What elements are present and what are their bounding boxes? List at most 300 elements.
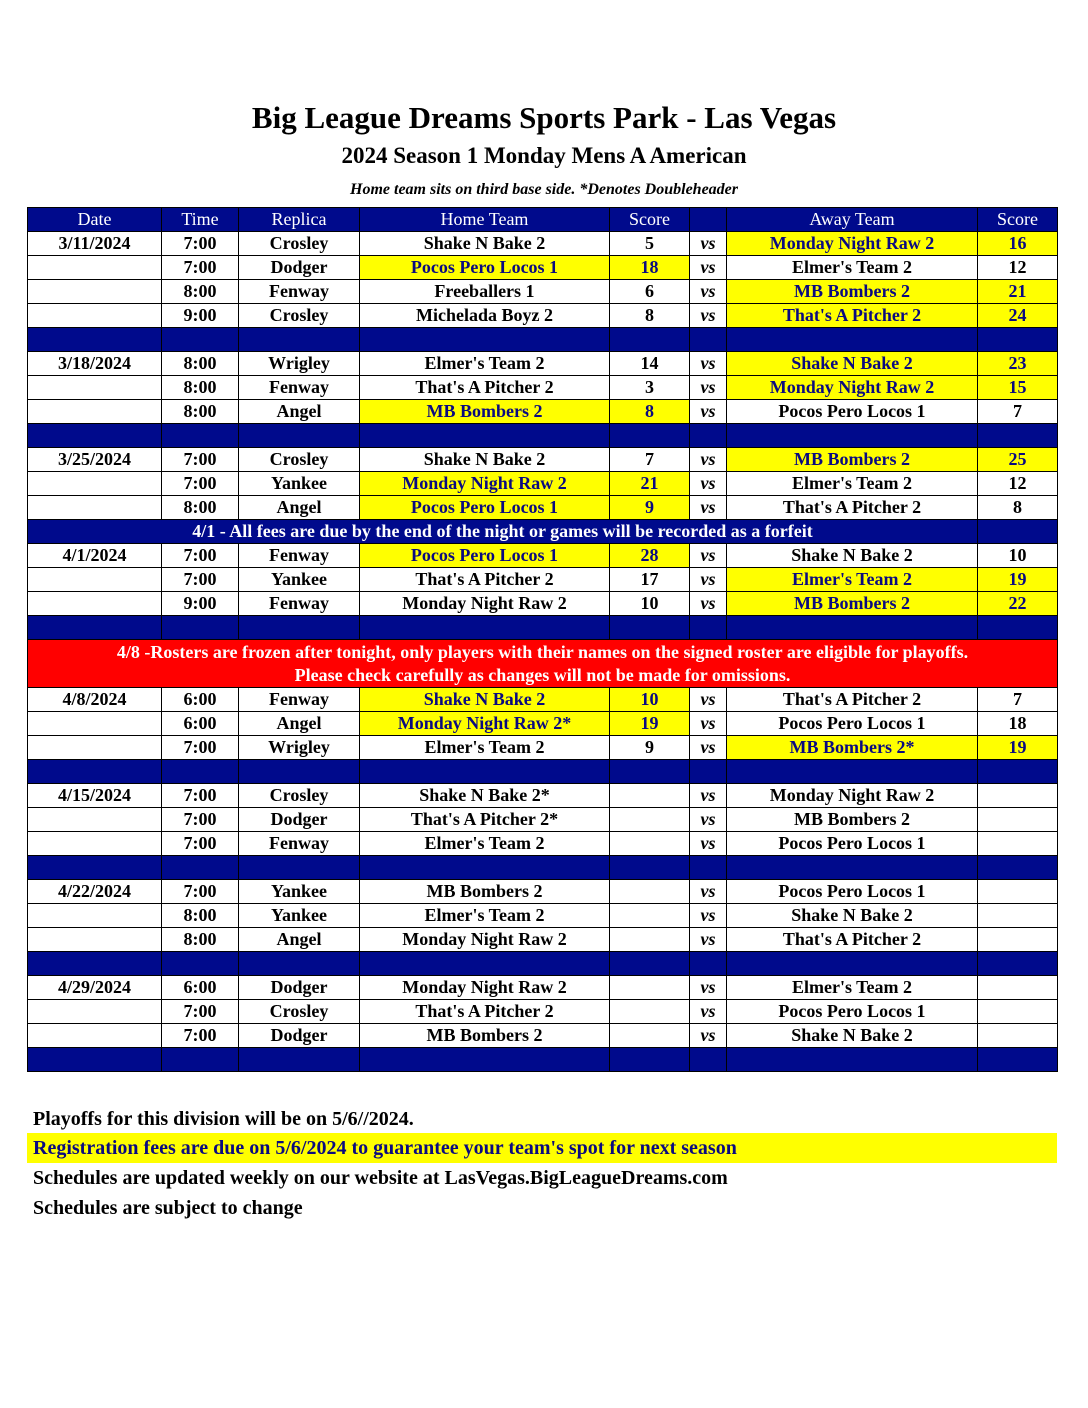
- home-score: 19: [610, 712, 690, 736]
- separator-cell: [239, 424, 360, 448]
- separator-row: [28, 328, 1058, 352]
- table-row: [28, 280, 1058, 304]
- game-date: 4/8/2024: [28, 688, 162, 712]
- away-team: Elmer's Team 2: [727, 976, 978, 1000]
- home-score: [610, 784, 690, 808]
- separator-row: [28, 760, 1058, 784]
- home-score: 14: [610, 352, 690, 376]
- game-time: 8:00: [162, 400, 239, 424]
- separator-cell: [239, 856, 360, 880]
- home-team: Monday Night Raw 2: [360, 928, 610, 952]
- home-score: 10: [610, 592, 690, 616]
- vs-label: vs: [690, 928, 727, 952]
- table-row: [28, 376, 1058, 400]
- separator-cell: [610, 856, 690, 880]
- table-row: [28, 736, 1058, 760]
- home-score: 5: [610, 232, 690, 256]
- vs-label: vs: [690, 304, 727, 328]
- separator-cell: [978, 1048, 1058, 1072]
- vs-label: vs: [690, 496, 727, 520]
- game-field: Dodger: [239, 256, 360, 280]
- roster-alert-line-1: 4/8 -Rosters are frozen after tonight, only players with their names on the signed roster are eligible for playoffs.: [116, 641, 969, 662]
- vs-label: vs: [690, 352, 727, 376]
- col-away-score: Score: [978, 208, 1058, 232]
- separator-cell: [690, 952, 727, 976]
- col-date: Date: [28, 208, 162, 232]
- page-subtitle: 2024 Season 1 Monday Mens A American: [341, 143, 747, 168]
- game-field: Yankee: [239, 472, 360, 496]
- home-score: [610, 832, 690, 856]
- away-score: [978, 784, 1058, 808]
- col-home-score: Score: [610, 208, 690, 232]
- away-score: 8: [978, 496, 1058, 520]
- table-row: [28, 712, 1058, 736]
- away-score: 22: [978, 592, 1058, 616]
- col-away-team: Away Team: [727, 208, 978, 232]
- col-time: Time: [162, 208, 239, 232]
- game-field: Fenway: [239, 376, 360, 400]
- separator-cell: [978, 424, 1058, 448]
- game-field: Fenway: [239, 688, 360, 712]
- table-row: [28, 352, 1058, 376]
- game-field: Crosley: [239, 304, 360, 328]
- game-date: [28, 904, 162, 928]
- separator-cell: [28, 1048, 162, 1072]
- table-row: [28, 904, 1058, 928]
- vs-label: vs: [690, 232, 727, 256]
- game-time: 7:00: [162, 1000, 239, 1024]
- away-score: [978, 808, 1058, 832]
- table-row: [28, 472, 1058, 496]
- home-team: Monday Night Raw 2: [360, 472, 610, 496]
- home-team: Monday Night Raw 2: [360, 592, 610, 616]
- table-row: [28, 1024, 1058, 1048]
- game-date: [28, 928, 162, 952]
- separator-cell: [28, 616, 162, 640]
- separator-cell: [690, 856, 727, 880]
- table-row: [28, 976, 1058, 1000]
- game-time: 8:00: [162, 280, 239, 304]
- playoffs-note: Playoffs for this division will be on 5/6//2024.: [33, 1108, 414, 1130]
- game-time: 7:00: [162, 1024, 239, 1048]
- separator-cell: [162, 856, 239, 880]
- home-score: 18: [610, 256, 690, 280]
- game-field: Angel: [239, 496, 360, 520]
- game-field: Fenway: [239, 544, 360, 568]
- separator-cell: [978, 760, 1058, 784]
- separator-cell: [360, 760, 610, 784]
- game-field: Yankee: [239, 904, 360, 928]
- game-field: Dodger: [239, 1024, 360, 1048]
- separator-cell: [360, 1048, 610, 1072]
- game-date: [28, 400, 162, 424]
- home-score: 17: [610, 568, 690, 592]
- separator-cell: [239, 952, 360, 976]
- separator-cell: [28, 856, 162, 880]
- separator-cell: [28, 424, 162, 448]
- game-date: 3/18/2024: [28, 352, 162, 376]
- separator-cell: [162, 616, 239, 640]
- away-team: Pocos Pero Locos 1: [727, 832, 978, 856]
- table-row: [28, 304, 1058, 328]
- separator-cell: [978, 856, 1058, 880]
- away-team: Shake N Bake 2: [727, 904, 978, 928]
- game-time: 8:00: [162, 904, 239, 928]
- vs-label: vs: [690, 784, 727, 808]
- separator-cell: [727, 952, 978, 976]
- home-team: MB Bombers 2: [360, 400, 610, 424]
- game-date: 4/29/2024: [28, 976, 162, 1000]
- home-score: 21: [610, 472, 690, 496]
- game-time: 7:00: [162, 472, 239, 496]
- vs-label: vs: [690, 1000, 727, 1024]
- game-time: 7:00: [162, 568, 239, 592]
- away-team: Shake N Bake 2: [727, 352, 978, 376]
- vs-label: vs: [690, 736, 727, 760]
- home-team: Elmer's Team 2: [360, 352, 610, 376]
- vs-label: vs: [690, 376, 727, 400]
- game-time: 7:00: [162, 808, 239, 832]
- away-score: 21: [978, 280, 1058, 304]
- home-team: Pocos Pero Locos 1: [360, 256, 610, 280]
- home-team: Monday Night Raw 2*: [360, 712, 610, 736]
- game-field: Crosley: [239, 1000, 360, 1024]
- vs-label: vs: [690, 592, 727, 616]
- home-score: [610, 928, 690, 952]
- game-time: 7:00: [162, 448, 239, 472]
- vs-label: vs: [690, 256, 727, 280]
- home-team: Elmer's Team 2: [360, 736, 610, 760]
- separator-cell: [727, 616, 978, 640]
- away-team: Pocos Pero Locos 1: [727, 1000, 978, 1024]
- schedule-body: [28, 232, 1058, 1072]
- game-time: 7:00: [162, 736, 239, 760]
- notice-spacer: [978, 520, 1058, 544]
- home-team: Pocos Pero Locos 1: [360, 496, 610, 520]
- home-score: 6: [610, 280, 690, 304]
- table-header-row: [28, 208, 1058, 232]
- table-row: [28, 568, 1058, 592]
- subject-to-change-note: Schedules are subject to change: [33, 1197, 303, 1219]
- roster-alert-line-2: Please check carefully as changes will not be made for omissions.: [294, 664, 791, 685]
- game-time: 7:00: [162, 880, 239, 904]
- game-field: Yankee: [239, 568, 360, 592]
- away-score: 10: [978, 544, 1058, 568]
- vs-label: vs: [690, 904, 727, 928]
- away-score: 19: [978, 736, 1058, 760]
- separator-cell: [360, 856, 610, 880]
- away-score: [978, 904, 1058, 928]
- game-field: Crosley: [239, 448, 360, 472]
- page-title: Big League Dreams Sports Park - Las Vegas: [251, 100, 837, 135]
- game-field: Crosley: [239, 784, 360, 808]
- game-date: [28, 712, 162, 736]
- game-time: 7:00: [162, 232, 239, 256]
- game-date: [28, 256, 162, 280]
- game-field: Angel: [239, 928, 360, 952]
- home-score: 8: [610, 304, 690, 328]
- home-score: [610, 976, 690, 1000]
- game-time: 9:00: [162, 592, 239, 616]
- col-vs: [690, 208, 727, 232]
- game-time: 8:00: [162, 928, 239, 952]
- away-team: Shake N Bake 2: [727, 544, 978, 568]
- table-row: [28, 880, 1058, 904]
- separator-cell: [162, 424, 239, 448]
- vs-label: vs: [690, 1024, 727, 1048]
- away-score: [978, 976, 1058, 1000]
- home-score: [610, 880, 690, 904]
- separator-cell: [162, 952, 239, 976]
- game-date: 4/22/2024: [28, 880, 162, 904]
- game-field: Fenway: [239, 592, 360, 616]
- separator-cell: [978, 328, 1058, 352]
- vs-label: vs: [690, 448, 727, 472]
- home-team: Shake N Bake 2*: [360, 784, 610, 808]
- game-date: [28, 1024, 162, 1048]
- home-team: Shake N Bake 2: [360, 688, 610, 712]
- game-date: 3/25/2024: [28, 448, 162, 472]
- away-team: That's A Pitcher 2: [727, 496, 978, 520]
- doubleheader-note: Home team sits on third base side. *Denotes Doubleheader: [350, 181, 738, 198]
- home-team: Monday Night Raw 2: [360, 976, 610, 1000]
- separator-cell: [978, 952, 1058, 976]
- separator-cell: [162, 1048, 239, 1072]
- table-row: [28, 808, 1058, 832]
- separator-cell: [690, 760, 727, 784]
- home-team: That's A Pitcher 2*: [360, 808, 610, 832]
- separator-cell: [690, 616, 727, 640]
- vs-label: vs: [690, 832, 727, 856]
- separator-row: [28, 424, 1058, 448]
- notice-row: [28, 520, 1058, 544]
- table-row: [28, 256, 1058, 280]
- game-date: [28, 280, 162, 304]
- separator-cell: [162, 328, 239, 352]
- table-row: [28, 232, 1058, 256]
- table-row: [28, 496, 1058, 520]
- table-row: [28, 832, 1058, 856]
- away-score: 24: [978, 304, 1058, 328]
- home-score: 9: [610, 736, 690, 760]
- game-date: 4/1/2024: [28, 544, 162, 568]
- away-team: Monday Night Raw 2: [727, 784, 978, 808]
- away-score: 16: [978, 232, 1058, 256]
- game-date: 3/11/2024: [28, 232, 162, 256]
- away-team: Shake N Bake 2: [727, 1024, 978, 1048]
- separator-row: [28, 952, 1058, 976]
- table-row: [28, 400, 1058, 424]
- separator-cell: [690, 424, 727, 448]
- away-score: [978, 1024, 1058, 1048]
- home-team: MB Bombers 2: [360, 1024, 610, 1048]
- table-row: [28, 544, 1058, 568]
- game-time: 6:00: [162, 712, 239, 736]
- vs-label: vs: [690, 280, 727, 304]
- vs-label: vs: [690, 976, 727, 1000]
- separator-cell: [28, 328, 162, 352]
- away-score: 7: [978, 688, 1058, 712]
- away-team: That's A Pitcher 2: [727, 688, 978, 712]
- separator-cell: [610, 952, 690, 976]
- away-team: Elmer's Team 2: [727, 568, 978, 592]
- away-team: Monday Night Raw 2: [727, 232, 978, 256]
- separator-cell: [360, 424, 610, 448]
- separator-row: [28, 616, 1058, 640]
- game-field: Fenway: [239, 280, 360, 304]
- vs-label: vs: [690, 880, 727, 904]
- home-score: 8: [610, 400, 690, 424]
- game-field: Dodger: [239, 808, 360, 832]
- away-team: Monday Night Raw 2: [727, 376, 978, 400]
- game-date: [28, 472, 162, 496]
- game-date: [28, 736, 162, 760]
- vs-label: vs: [690, 544, 727, 568]
- home-score: 10: [610, 688, 690, 712]
- home-score: [610, 904, 690, 928]
- game-field: Crosley: [239, 232, 360, 256]
- separator-cell: [28, 952, 162, 976]
- game-date: [28, 568, 162, 592]
- separator-cell: [610, 424, 690, 448]
- game-time: 7:00: [162, 256, 239, 280]
- home-score: 3: [610, 376, 690, 400]
- away-team: MB Bombers 2: [727, 448, 978, 472]
- separator-cell: [610, 1048, 690, 1072]
- separator-cell: [690, 1048, 727, 1072]
- separator-cell: [162, 760, 239, 784]
- game-time: 7:00: [162, 784, 239, 808]
- away-team: Pocos Pero Locos 1: [727, 400, 978, 424]
- away-team: That's A Pitcher 2: [727, 928, 978, 952]
- separator-cell: [727, 1048, 978, 1072]
- home-team: Freeballers 1: [360, 280, 610, 304]
- separator-cell: [239, 1048, 360, 1072]
- separator-cell: [727, 328, 978, 352]
- away-score: 12: [978, 472, 1058, 496]
- roster-alert-row: [28, 640, 1058, 688]
- website-note: Schedules are updated weekly on our website at LasVegas.BigLeagueDreams.com: [33, 1167, 728, 1189]
- away-score: 23: [978, 352, 1058, 376]
- separator-cell: [978, 616, 1058, 640]
- away-score: 7: [978, 400, 1058, 424]
- vs-label: vs: [690, 688, 727, 712]
- game-date: [28, 1000, 162, 1024]
- home-team: Michelada Boyz 2: [360, 304, 610, 328]
- game-date: 4/15/2024: [28, 784, 162, 808]
- game-field: Wrigley: [239, 352, 360, 376]
- away-team: MB Bombers 2: [727, 280, 978, 304]
- separator-cell: [28, 760, 162, 784]
- home-team: Shake N Bake 2: [360, 448, 610, 472]
- game-field: Dodger: [239, 976, 360, 1000]
- home-score: 28: [610, 544, 690, 568]
- home-score: [610, 808, 690, 832]
- home-team: Elmer's Team 2: [360, 832, 610, 856]
- home-team: That's A Pitcher 2: [360, 1000, 610, 1024]
- away-score: 12: [978, 256, 1058, 280]
- game-field: Fenway: [239, 832, 360, 856]
- home-team: MB Bombers 2: [360, 880, 610, 904]
- table-row: [28, 592, 1058, 616]
- table-row: [28, 784, 1058, 808]
- separator-cell: [360, 328, 610, 352]
- game-time: 8:00: [162, 496, 239, 520]
- away-team: Elmer's Team 2: [727, 472, 978, 496]
- vs-label: vs: [690, 808, 727, 832]
- registration-note: Registration fees are due on 5/6/2024 to guarantee your team's spot for next season: [27, 1133, 1057, 1163]
- table-row: [28, 448, 1058, 472]
- schedule-table: [27, 207, 1058, 1072]
- game-time: 6:00: [162, 688, 239, 712]
- game-field: Angel: [239, 712, 360, 736]
- game-time: 7:00: [162, 832, 239, 856]
- away-score: [978, 1000, 1058, 1024]
- away-team: MB Bombers 2: [727, 592, 978, 616]
- game-field: Angel: [239, 400, 360, 424]
- away-team: MB Bombers 2: [727, 808, 978, 832]
- table-row: [28, 1000, 1058, 1024]
- separator-cell: [239, 616, 360, 640]
- col-replica: Replica: [239, 208, 360, 232]
- roster-alert: [28, 640, 1058, 688]
- away-score: 18: [978, 712, 1058, 736]
- home-team: That's A Pitcher 2: [360, 376, 610, 400]
- separator-cell: [610, 328, 690, 352]
- notice-text: 4/1 - All fees are due by the end of the night or games will be recorded as a forfeit: [28, 520, 978, 544]
- away-team: That's A Pitcher 2: [727, 304, 978, 328]
- separator-cell: [610, 616, 690, 640]
- separator-cell: [360, 616, 610, 640]
- home-score: 9: [610, 496, 690, 520]
- game-date: [28, 592, 162, 616]
- game-time: 6:00: [162, 976, 239, 1000]
- away-team: MB Bombers 2*: [727, 736, 978, 760]
- home-score: [610, 1024, 690, 1048]
- col-home-team: Home Team: [360, 208, 610, 232]
- separator-row: [28, 856, 1058, 880]
- separator-cell: [239, 328, 360, 352]
- game-date: [28, 304, 162, 328]
- separator-cell: [610, 760, 690, 784]
- separator-cell: [727, 760, 978, 784]
- game-field: Yankee: [239, 880, 360, 904]
- game-date: [28, 376, 162, 400]
- away-score: 25: [978, 448, 1058, 472]
- away-team: Elmer's Team 2: [727, 256, 978, 280]
- away-score: [978, 832, 1058, 856]
- vs-label: vs: [690, 712, 727, 736]
- away-team: Pocos Pero Locos 1: [727, 880, 978, 904]
- away-score: [978, 928, 1058, 952]
- away-score: [978, 880, 1058, 904]
- game-time: 7:00: [162, 544, 239, 568]
- table-row: [28, 688, 1058, 712]
- game-date: [28, 832, 162, 856]
- game-time: 8:00: [162, 352, 239, 376]
- separator-row: [28, 1048, 1058, 1072]
- vs-label: vs: [690, 400, 727, 424]
- home-team: That's A Pitcher 2: [360, 568, 610, 592]
- home-team: Shake N Bake 2: [360, 232, 610, 256]
- away-score: 19: [978, 568, 1058, 592]
- separator-cell: [690, 328, 727, 352]
- game-time: 8:00: [162, 376, 239, 400]
- game-time: 9:00: [162, 304, 239, 328]
- home-team: Elmer's Team 2: [360, 904, 610, 928]
- table-row: [28, 928, 1058, 952]
- vs-label: vs: [690, 472, 727, 496]
